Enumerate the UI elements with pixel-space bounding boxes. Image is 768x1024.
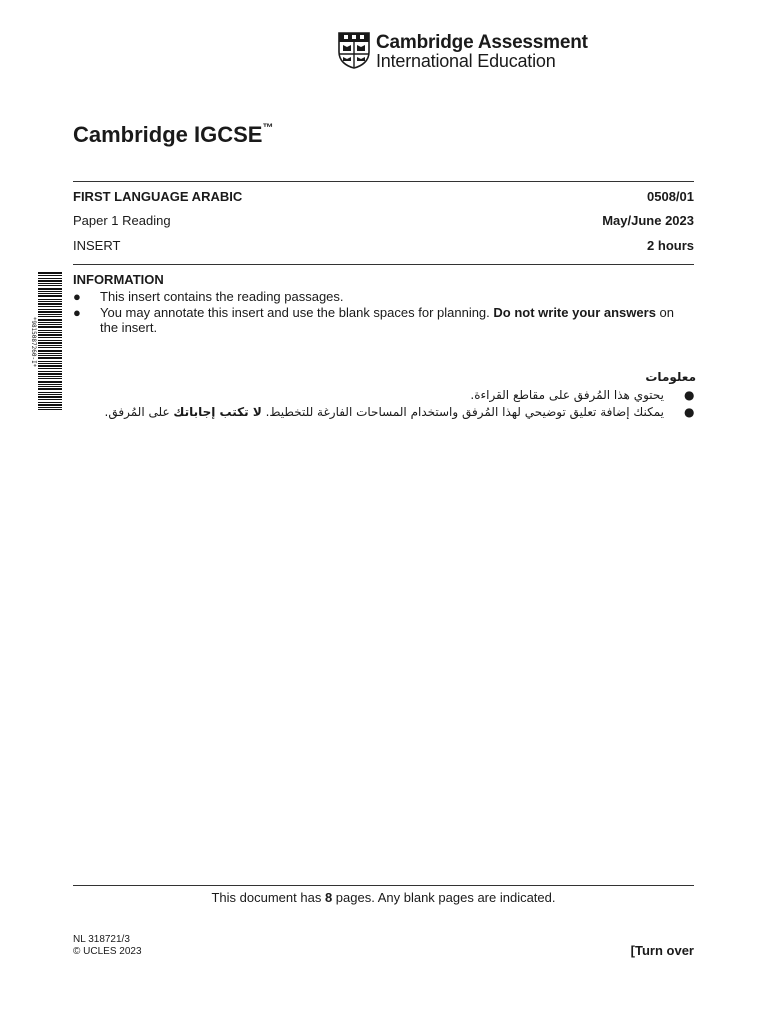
barcode-stripe	[38, 332, 62, 333]
cambridge-crest-icon	[338, 32, 370, 69]
barcode-stripe	[38, 319, 62, 321]
paper-label: Paper 1 Reading	[73, 213, 171, 228]
bullet-dot: ●	[73, 289, 81, 304]
barcode-stripe	[38, 285, 62, 286]
arabic-heading: معلومات	[645, 370, 696, 384]
barcode-stripe	[38, 371, 62, 372]
copyright: © UCLES 2023	[73, 946, 142, 957]
barcode-icon	[28, 270, 62, 412]
barcode-stripe	[38, 272, 62, 274]
info-bullet-1-text: This insert contains the reading passages.	[100, 289, 344, 304]
barcode-stripe	[38, 322, 62, 323]
bullet-dot: ●	[684, 388, 695, 402]
info-bullet-2-text	[100, 305, 694, 335]
arabic-bullet-2-text	[105, 405, 664, 419]
title-text: Cambridge IGCSE	[73, 122, 263, 147]
barcode-stripe	[38, 275, 62, 276]
barcode-stripe	[38, 311, 62, 313]
barcode-stripe	[38, 301, 62, 302]
barcode-stripe	[38, 373, 62, 375]
turn-over-label: [Turn over	[630, 943, 694, 958]
arabic-bullet-2-post: على المُرفق.	[104, 405, 174, 419]
barcode-stripe	[38, 404, 62, 406]
barcode-stripe	[38, 399, 62, 400]
arabic-bullet-2-pre: يمكنك إضافة تعليق توضيحي لهذا المُرفق واستخدام المساحات الفارغة للتخطيط.	[261, 405, 664, 419]
barcode-stripe	[38, 407, 62, 408]
barcode-stripe	[38, 324, 62, 325]
barcode-stripe	[38, 378, 62, 379]
barcode-stripe	[38, 342, 62, 344]
bullet-dot: ●	[73, 305, 81, 320]
barcode-stripe	[38, 314, 62, 315]
logo-line-1: Cambridge Assessment	[376, 32, 588, 53]
barcode-stripe	[38, 291, 62, 292]
barcode-stripe	[38, 394, 62, 395]
barcode-stripe	[38, 402, 62, 403]
bullet-dot: ●	[684, 405, 695, 419]
page-count-note	[73, 890, 694, 905]
barcode-stripe	[38, 326, 62, 328]
barcode-digits: *9815087260-I*	[30, 316, 37, 368]
syllabus-code: 0508/01	[647, 189, 694, 204]
exam-session: May/June 2023	[602, 213, 694, 228]
barcode-stripe	[38, 303, 62, 305]
barcode-stripe	[38, 337, 62, 338]
barcode-stripe	[38, 309, 62, 310]
barcode-stripe	[38, 384, 62, 385]
page-title	[73, 122, 273, 148]
barcode-stripe	[38, 350, 62, 352]
barcode-stripe	[38, 388, 62, 390]
barcode-stripe	[38, 363, 62, 364]
info-bullet-2-pre: You may annotate this insert and use the blank spaces for planning.	[100, 305, 494, 320]
subject-label: FIRST LANGUAGE ARABIC	[73, 189, 243, 204]
exam-duration: 2 hours	[647, 238, 694, 253]
barcode-stripe	[38, 357, 62, 359]
insert-label: INSERT	[73, 238, 121, 253]
note-pre: This document has	[211, 890, 325, 905]
trademark: ™	[262, 121, 274, 134]
barcode-stripe	[38, 316, 62, 317]
footer-rule	[73, 885, 694, 886]
document-reference: NL 318721/3	[73, 934, 130, 945]
barcode-stripe	[38, 386, 62, 387]
info-bullet-2-bold: Do not write your answers	[493, 305, 656, 320]
barcode-stripe	[38, 306, 62, 307]
barcode-stripe	[38, 278, 62, 279]
barcode-stripe	[38, 280, 62, 282]
barcode-stripe	[38, 409, 62, 410]
barcode-stripe	[38, 353, 62, 354]
barcode-stripe	[38, 340, 62, 341]
arabic-bullet-1-text: يحتوي هذا المُرفق على مقاطع القراءة.	[470, 388, 664, 402]
info-bullet-2-post: on the insert.	[100, 305, 675, 335]
barcode-stripe	[38, 330, 62, 331]
logo-line-2: International Education	[376, 51, 556, 71]
note-pages: 8	[324, 890, 333, 905]
header-rule-bottom	[73, 264, 694, 265]
cambridge-logo	[338, 32, 588, 71]
barcode-stripe	[38, 365, 62, 367]
barcode-stripe	[38, 381, 62, 383]
barcode-stripe	[38, 295, 62, 297]
barcode-stripe	[38, 355, 62, 356]
barcode-stripe	[38, 293, 62, 294]
barcode-stripe	[38, 345, 62, 346]
barcode-stripe	[38, 376, 62, 377]
note-post: pages. Any blank pages are indicated.	[332, 890, 556, 905]
barcode-stripe	[38, 392, 62, 393]
arabic-bullet-2-bold: لا تكتب إجاباتك	[173, 405, 262, 419]
barcode-stripe	[38, 283, 62, 284]
barcode-stripe	[38, 396, 62, 398]
barcode-stripe	[38, 288, 62, 290]
barcode-stripe	[38, 347, 62, 348]
information-heading: INFORMATION	[73, 272, 164, 287]
barcode-stripe	[38, 368, 62, 369]
barcode-stripe	[38, 361, 62, 362]
barcode-stripe	[38, 334, 62, 336]
barcode-stripe	[38, 299, 62, 300]
header-rule-top	[73, 181, 694, 182]
